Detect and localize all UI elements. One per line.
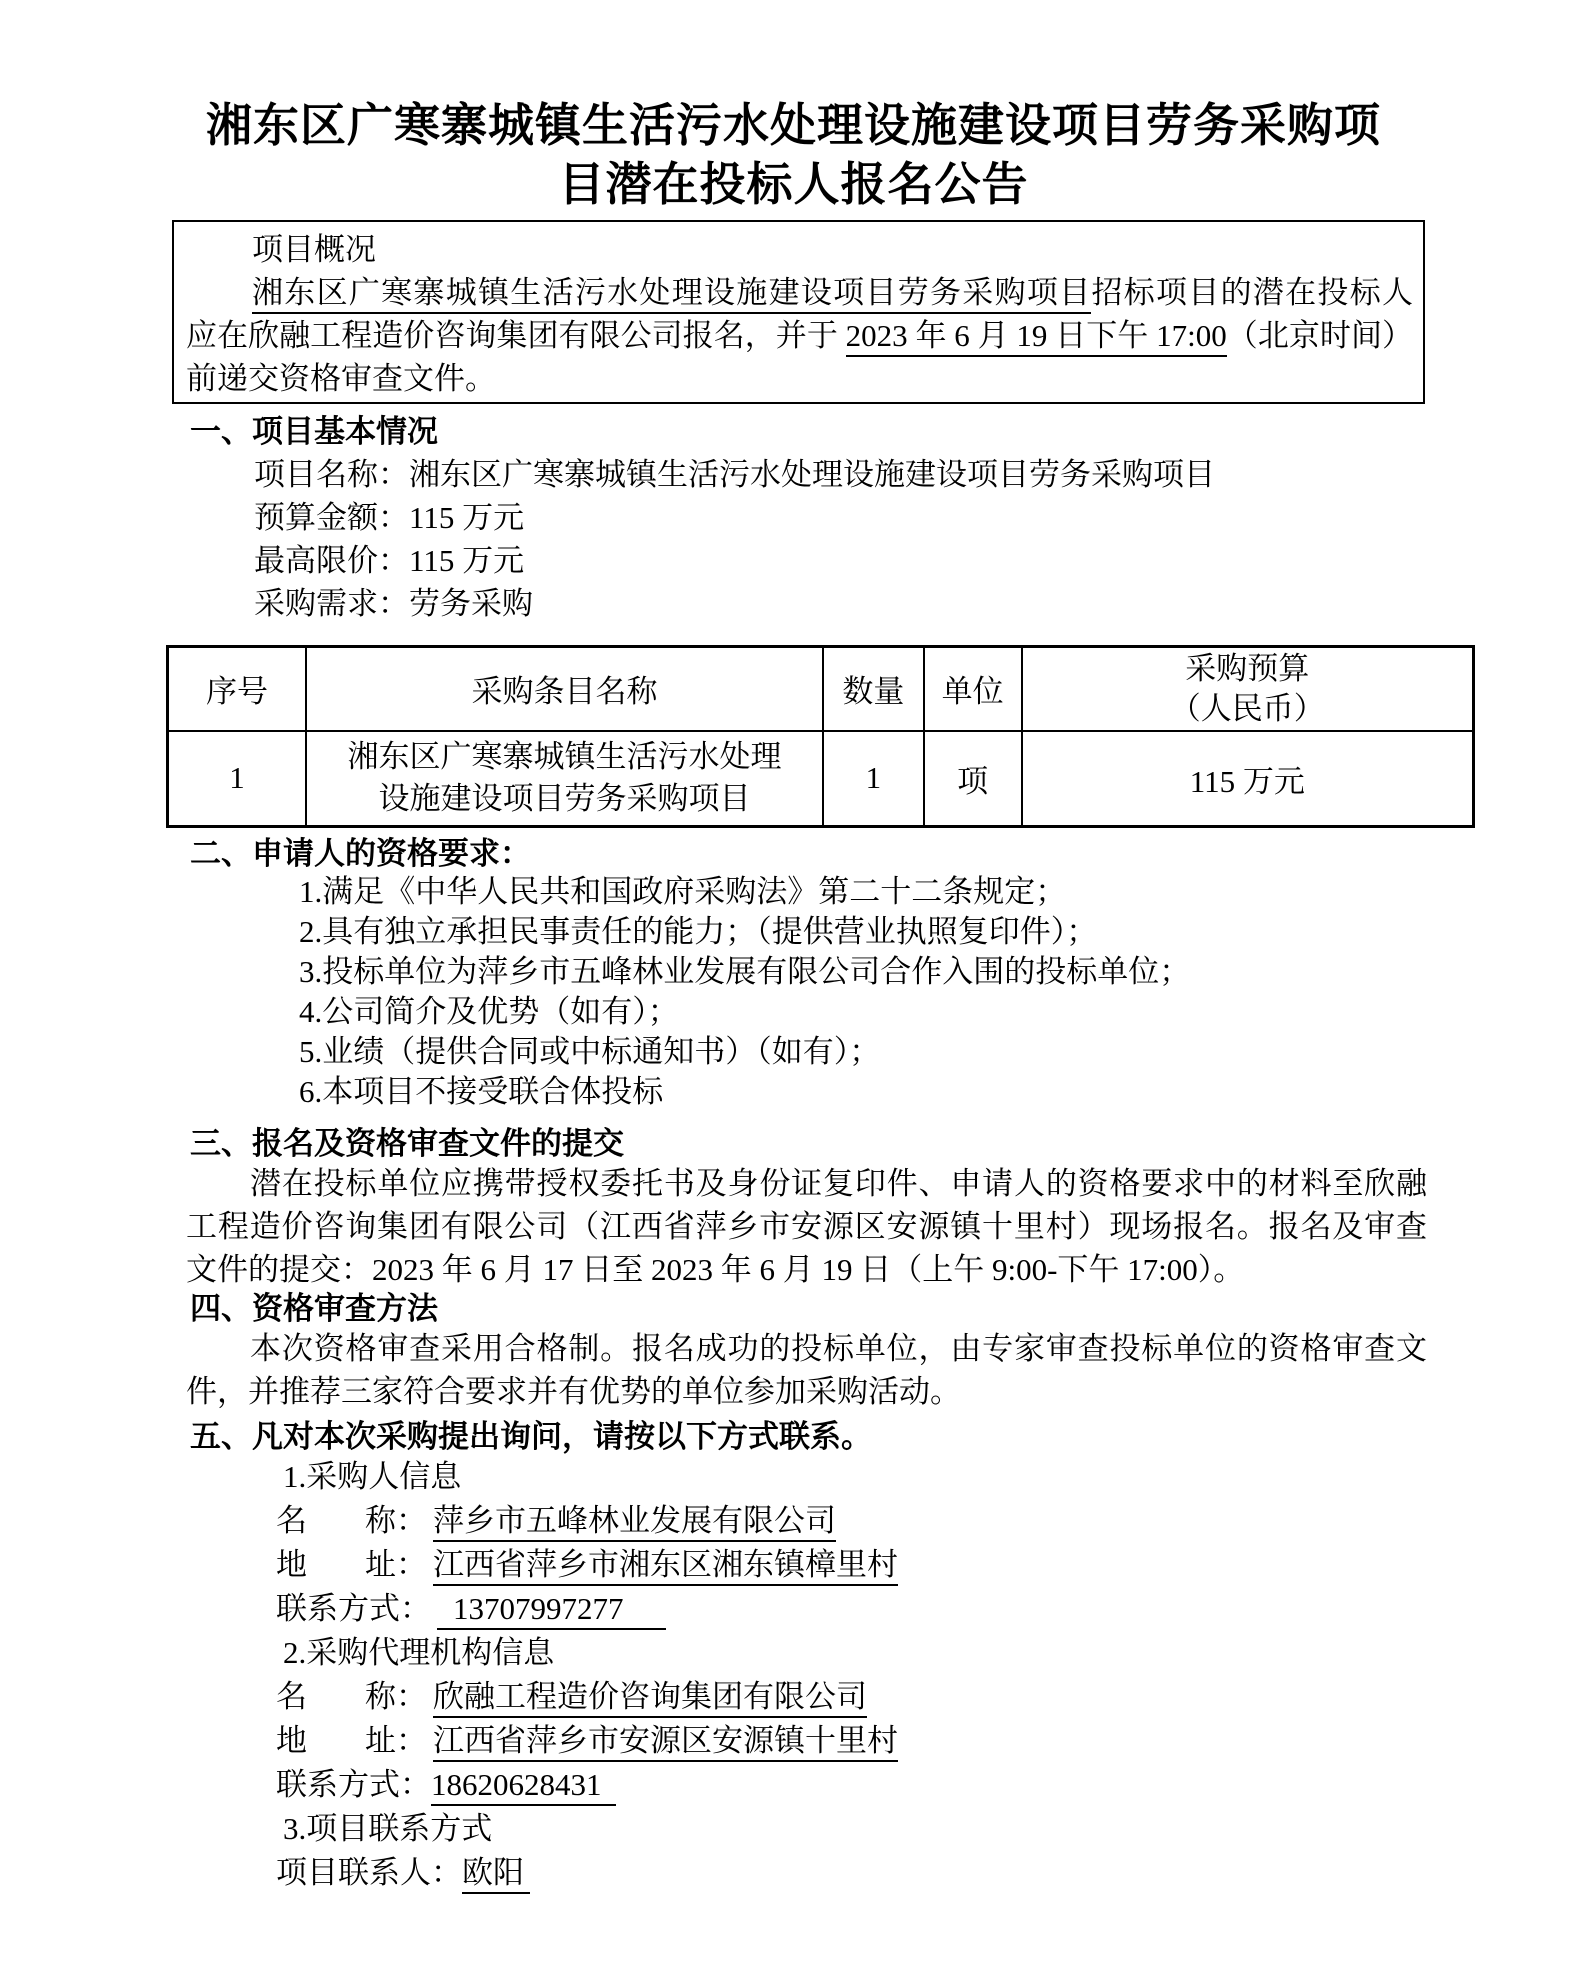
- overview-label: 项目概况: [252, 232, 376, 267]
- buyer-address-label-b: 址：: [365, 1547, 427, 1582]
- agency-name-label-a: 名: [276, 1679, 307, 1714]
- project-contact-row: [186, 1851, 1427, 1895]
- qualification-item-5: 5.业绩（提供合同或中标通知书）（如有）；: [299, 1034, 881, 1069]
- project-overview-box: [172, 220, 1425, 404]
- agency-address-row: [186, 1719, 1427, 1763]
- page-title: [0, 96, 1587, 214]
- buyer-name-label-a: 名: [276, 1503, 307, 1538]
- agency-name-value: 欣融工程造价咨询集团有限公司: [433, 1679, 867, 1718]
- page-title-line2: 目潜在投标人报名公告: [558, 159, 1029, 210]
- qualification-item-2: 2.具有独立承担民事责任的能力；（提供营业执照复印件）；: [299, 914, 1098, 949]
- project-name-line: 项目名称：湘东区广寒寨城镇生活污水处理设施建设项目劳务采购项目: [254, 457, 1215, 492]
- page-title-line1: 湘东区广寒寨城镇生活污水处理设施建设项目劳务采购项: [206, 100, 1381, 151]
- agency-name-label-b: 称：: [365, 1679, 427, 1714]
- project-contact-title: 3.项目联系方式: [283, 1811, 493, 1846]
- section2-list: [299, 872, 1587, 1112]
- agency-info-title: 2.采购代理机构信息: [283, 1635, 555, 1670]
- section5-content: [186, 1455, 1427, 1895]
- budget-amount-line: 预算金额：115 万元: [254, 500, 525, 535]
- deadline-underlined: 2023 年 6 月 19 日下午 17:00: [846, 318, 1227, 357]
- section5-heading: 五、凡对本次采购提出询问，请按以下方式联系。: [190, 1419, 872, 1454]
- agency-address-label-a: 地: [276, 1723, 307, 1758]
- buyer-address-label-a: 地: [276, 1547, 307, 1582]
- header-no: 序号: [168, 647, 306, 731]
- project-contact-name: 欧阳: [462, 1855, 530, 1894]
- header-budget-line2: （人民币）: [1169, 690, 1325, 726]
- cell-qty: 1: [823, 731, 924, 827]
- buyer-phone-row: [186, 1587, 1427, 1631]
- agency-phone-label: 联系方式：: [276, 1767, 431, 1802]
- buyer-name-value: 萍乡市五峰林业发展有限公司: [433, 1503, 836, 1542]
- cell-item-name-line2: 设施建设项目劳务采购项目: [378, 781, 751, 817]
- buyer-name-label-b: 称：: [365, 1503, 427, 1538]
- section4-heading: 四、资格审查方法: [190, 1291, 438, 1326]
- buyer-address-value: 江西省萍乡市湘东区湘东镇樟里村: [433, 1547, 898, 1586]
- section3-line2: 工程造价咨询集团有限公司（江西省萍乡市安源区安源镇十里村）现场报名。报名及审查: [186, 1209, 1427, 1244]
- overview-line2-post: （北京时间）: [1226, 318, 1413, 353]
- overview-paragraph-line1: [186, 271, 1413, 314]
- buyer-info-title: 1.采购人信息: [283, 1459, 462, 1494]
- overview-paragraph-line3: 前递交资格审查文件。: [186, 361, 496, 396]
- qualification-item-1: 1.满足《中华人民共和国政府采购法》第二十二条规定；: [299, 874, 1067, 909]
- cell-unit: 项: [924, 731, 1022, 827]
- overview-line2-pre: 应在欣融工程造价咨询集团有限公司报名，并于: [186, 318, 846, 353]
- qualification-item-4: 4.公司简介及优势（如有）；: [299, 994, 679, 1029]
- cell-budget: 115 万元: [1022, 731, 1474, 827]
- header-budget: [1022, 647, 1474, 731]
- project-contact-label: 项目联系人：: [276, 1855, 462, 1890]
- section4-line2: 件，并推荐三家符合要求并有优势的单位参加采购活动。: [186, 1374, 961, 1409]
- agency-phone-value: 18620628431: [431, 1767, 616, 1806]
- project-name-underlined: 湘东区广寒寨城镇生活污水处理设施建设项目劳务采购项目: [252, 275, 1091, 314]
- agency-name-row: [186, 1675, 1427, 1719]
- buyer-address-row: [186, 1543, 1427, 1587]
- overview-paragraph-line2: [186, 314, 1413, 357]
- header-qty: 数量: [823, 647, 924, 731]
- cell-item-name: [306, 731, 823, 827]
- header-item-name: 采购条目名称: [306, 647, 823, 731]
- overview-line1-rest: 招标项目的潜在投标人: [1091, 275, 1414, 310]
- agency-address-value: 江西省萍乡市安源区安源镇十里村: [433, 1723, 898, 1762]
- section3-line3: 文件的提交：2023 年 6 月 17 日至 2023 年 6 月 19 日（上午 9:00-下午 17:00）。: [186, 1252, 1245, 1287]
- buyer-phone-label: 联系方式：: [276, 1591, 431, 1626]
- section3-line1: 潜在投标单位应携带授权委托书及身份证复印件、申请人的资格要求中的材料至欣融: [250, 1166, 1427, 1201]
- table-row: [168, 731, 1474, 827]
- section3-heading: 三、报名及资格审查文件的提交: [190, 1126, 624, 1161]
- section4-paragraph: [186, 1327, 1427, 1413]
- buyer-phone-value: 13707997277: [437, 1591, 666, 1630]
- cell-no: 1: [168, 731, 306, 827]
- agency-phone-row: [186, 1763, 1427, 1807]
- qualification-item-6: 6.本项目不接受联合体投标: [299, 1074, 664, 1109]
- max-price-line: 最高限价：115 万元: [254, 543, 525, 578]
- section4-line1: 本次资格审查采用合格制。报名成功的投标单位，由专家审查投标单位的资格审查文: [250, 1331, 1427, 1366]
- buyer-name-row: [186, 1499, 1427, 1543]
- cell-item-name-line1: 湘东区广寒寨城镇生活污水处理: [347, 739, 782, 775]
- section3-paragraph: [186, 1162, 1427, 1291]
- table-header-row: [168, 647, 1474, 731]
- header-budget-line1: 采购预算: [1185, 650, 1310, 686]
- agency-address-label-b: 址：: [365, 1723, 427, 1758]
- qualification-item-3: 3.投标单位为萍乡市五峰林业发展有限公司合作入围的投标单位；: [299, 954, 1191, 989]
- section1-heading: 一、项目基本情况: [190, 414, 438, 449]
- section1-list: [254, 453, 1587, 625]
- section2-heading: 二、申请人的资格要求：: [190, 836, 531, 871]
- procurement-items-table: [166, 645, 1475, 828]
- header-unit: 单位: [924, 647, 1022, 731]
- procurement-demand-line: 采购需求：劳务采购: [254, 586, 533, 621]
